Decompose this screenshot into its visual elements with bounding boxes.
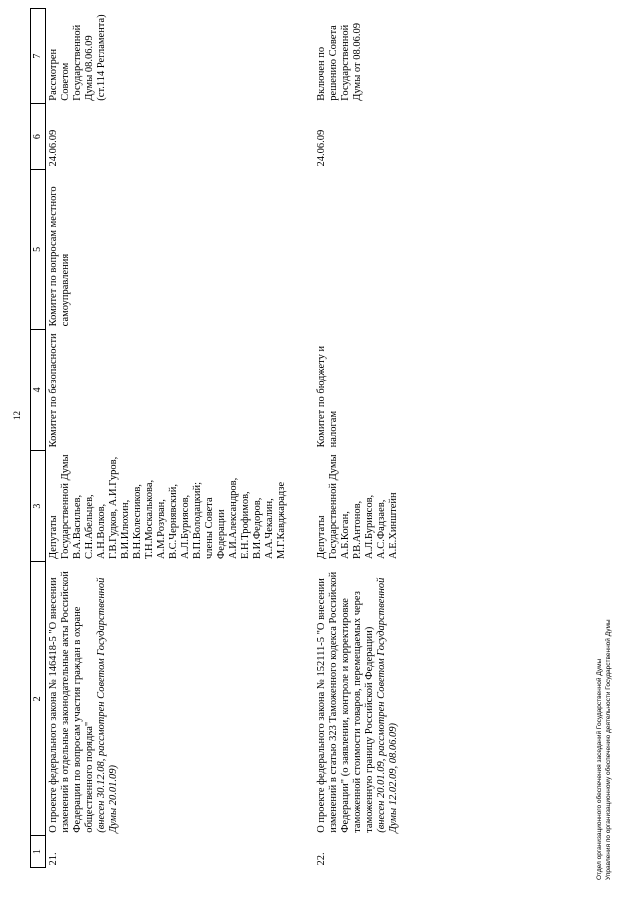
agenda-table: [30, 8, 406, 868]
page-number: 12: [12, 411, 22, 420]
bill-note: (внесен 30.12.08, рассмотрен Советом Государственной Думы 20.01.09): [96, 577, 119, 833]
bill-note: (внесен 20.01.09, рассмотрен Советом Государственной Думы 12.02.09, 08.06.09): [376, 577, 399, 833]
row-number: 21.: [48, 852, 59, 866]
footer: [595, 619, 613, 880]
table-row: [314, 9, 406, 868]
bill-cell: [46, 562, 295, 836]
date-cell: 24.06.09: [48, 129, 59, 167]
column-header-3: 3: [31, 450, 46, 562]
footer-line-1: Отдел организационного обеспечения заседаний Государственной Думы: [596, 658, 603, 880]
footer-line-2: Управления по организационному обеспечению деятельности Государственной Думы: [605, 619, 612, 880]
status-cell: Включен по решению Совета Государственной Думы от 08.06.09: [316, 23, 363, 101]
bill-cell: [314, 562, 406, 836]
co-committee-cell: [314, 170, 406, 330]
agenda-table-page: [30, 8, 575, 868]
committee-cell: Комитет по бюджету и налогам: [316, 345, 339, 448]
table-row: [46, 9, 295, 868]
column-header-5: 5: [31, 170, 46, 330]
bill-title: О проекте федерального закона № 152111-5 "О внесении изменений в статью 323 Таможенного кодекса Российской Федерации" (о заявлении, контроле и корректировке таможенной стоимости товаров, перемещаемых через таможенную границу Российской Федерации): [316, 571, 375, 833]
status-cell: Рассмотрен Советом Государственной Думы 08.06.09 (ст.114 Регламента): [48, 14, 107, 101]
column-header-6: 6: [31, 104, 46, 170]
column-header-4: 4: [31, 329, 46, 450]
row-number: 22.: [316, 852, 327, 866]
column-header-7: 7: [31, 9, 46, 104]
date-cell: 24.06.09: [316, 129, 327, 167]
authors-cell: Депутаты Государственной Думы А.Б.Коган, Р.В.Антонов, А.Л.Буриясов, А.С.Фадзаев, А.Е.Хинштейн: [316, 454, 399, 559]
co-committee-cell: Комитет по вопросам местного самоуправления: [48, 186, 71, 327]
authors-cell: Депутаты Государственной Думы В.А.Васильев, С.Н.Абельцев, А.Н.Волков, Г.В.Гудков, А.И.Гуров, В.И.Илюхин, В.Н.Колесников, Т.Н.Москалькова, А.М.Розуван, В.С.Чернявский, А.Л.Буриясов, В.П.Володацкий; члены Совета Федерации А.И.Александров, Е.Н.Трофимов, В.И.Федоров, А.А.Чекалин, М.Г.Кавджарадзе: [48, 454, 287, 559]
bill-title: О проекте федерального закона № 146418-5 "О внесении изменений в отдельные законодательные акты Российской Федерации по вопросам участия граждан в охране общественного порядка": [48, 571, 95, 833]
committee-cell: Комитет по безопасности: [48, 333, 59, 448]
column-header-1: 1: [31, 836, 46, 868]
column-number-row: [31, 9, 46, 868]
column-header-2: 2: [31, 562, 46, 836]
